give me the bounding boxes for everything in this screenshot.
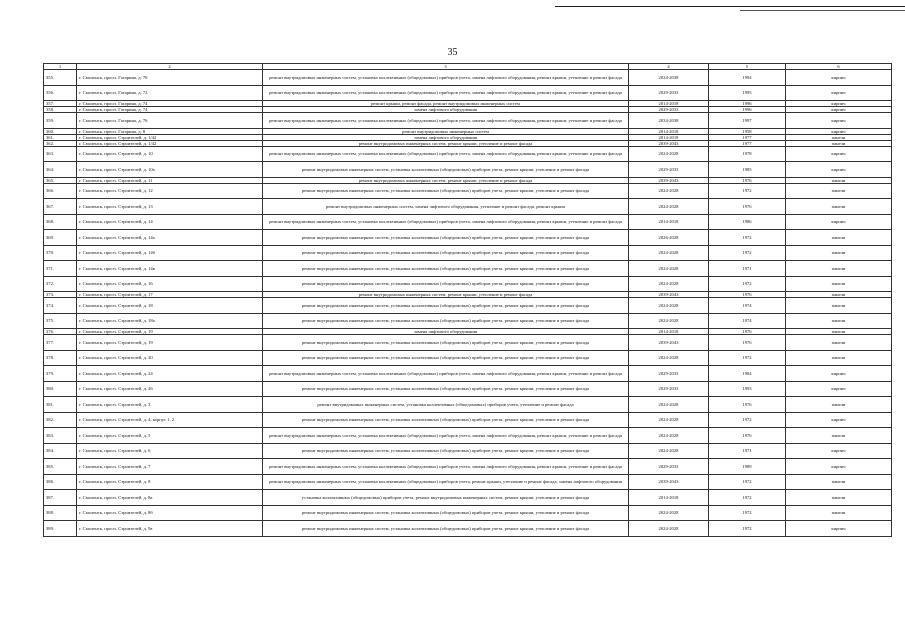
- period-cell: 2024-2028: [629, 276, 709, 292]
- wall-material-cell: кирпич: [786, 214, 892, 230]
- wall-material-cell: панели: [786, 428, 892, 444]
- row-number: 361.: [44, 134, 77, 140]
- address-cell: г. Смоленск, просп. Строителей, д. 18а: [77, 313, 263, 329]
- address-cell: г. Смоленск, просп. Строителей, д. 13: [77, 199, 263, 215]
- period-cell: 2024-2028: [629, 412, 709, 428]
- column-number: 2: [77, 64, 263, 70]
- row-number: 388.: [44, 505, 77, 521]
- row-number: 366.: [44, 183, 77, 199]
- works-cell: ремонт внутридомовых инженерных систем, установка коллективных (общедомовых) приборов учета, ремонт крыши, утепление и ремонт фасада: [263, 298, 629, 314]
- works-cell: ремонт внутридомовых инженерных систем, установка коллективных (общедомовых) приборов учета, ремонт крыши, утепление и ремонт фасада: [263, 521, 629, 537]
- row-number: 374.: [44, 298, 77, 314]
- year-cell: 1984: [709, 366, 786, 382]
- row-number: 378.: [44, 350, 77, 366]
- address-cell: г. Смоленск, просп. Строителей, д. 26: [77, 381, 263, 397]
- year-cell: 1972: [709, 505, 786, 521]
- wall-material-cell: кирпич: [786, 412, 892, 428]
- works-cell: ремонт внутридомовых инженерных систем, установка коллективных (общедомовых) приборов учета, ремонт крыши, утепление и ремонт фасада: [263, 245, 629, 261]
- year-cell: 1989: [709, 459, 786, 475]
- wall-material-cell: панели: [786, 183, 892, 199]
- works-cell: ремонт внутридомовых инженерных систем, установка коллективных (общедомовых) приборов учета, замена лифтового оборудования, ремонт крыши, утепление и ремонт фасада: [263, 70, 629, 86]
- table-row: [44, 276, 892, 292]
- period-cell: 2029-2033: [629, 85, 709, 101]
- works-cell: ремонт внутридомовых инженерных систем, установка коллективных (общедомовых) приборов учета, ремонт крыши, утепление и ремонт фасада: [263, 443, 629, 459]
- column-number: 4: [629, 64, 709, 70]
- year-cell: 1971: [709, 261, 786, 277]
- row-number: 371.: [44, 261, 77, 277]
- address-cell: г. Смоленск, просп. Гагарина, д. 76: [77, 113, 263, 129]
- row-number: 368.: [44, 214, 77, 230]
- table-row: [44, 397, 892, 413]
- address-cell: г. Смоленск, просп. Строителей, д. 14а: [77, 230, 263, 246]
- address-cell: г. Смоленск, просп. Строителей, д. 6: [77, 443, 263, 459]
- period-cell: 2024-2028: [629, 313, 709, 329]
- year-cell: 1972: [709, 183, 786, 199]
- table-row: [44, 113, 892, 129]
- table-row: [44, 230, 892, 246]
- address-cell: г. Смоленск, просп. Строителей, д. 17: [77, 292, 263, 298]
- year-cell: 1976: [709, 397, 786, 413]
- period-cell: 2014-2018: [629, 214, 709, 230]
- period-cell: 2034-2038: [629, 70, 709, 86]
- year-cell: 1985: [709, 162, 786, 178]
- table-row: [44, 505, 892, 521]
- period-cell: 2029-2033: [629, 107, 709, 113]
- column-number: 3: [263, 64, 629, 70]
- period-cell: 2029-2033: [629, 459, 709, 475]
- column-number: 6: [786, 64, 892, 70]
- year-cell: 1972: [709, 245, 786, 261]
- works-cell: ремонт внутридомовых инженерных систем, установка коллективных (общедомовых) приборов учета, ремонт крыши, утепление и ремонт фасада: [263, 335, 629, 351]
- period-cell: 2014-2018: [629, 134, 709, 140]
- header-rule: [555, 6, 905, 7]
- table-row: [44, 298, 892, 314]
- works-cell: ремонт внутридомовых инженерных систем, установка коллективных (общедомовых) приборов учета, ремонт крыши, утепление и ремонт фасада: [263, 276, 629, 292]
- year-cell: 1976: [709, 428, 786, 444]
- table-row: [44, 261, 892, 277]
- address-cell: г. Смоленск, просп. Строителей, д. 24: [77, 366, 263, 382]
- address-cell: г. Смоленск, просп. Строителей, д. 19: [77, 329, 263, 335]
- row-number: 389.: [44, 521, 77, 537]
- period-cell: 2039-2043: [629, 140, 709, 146]
- period-cell: 2029-2033: [629, 366, 709, 382]
- works-cell: ремонт внутридомовых инженерных систем, установка коллективных (общедомовых) приборов учета, ремонт крыши, утепление и ремонт фасада: [263, 381, 629, 397]
- works-cell: замена лифтового оборудования: [263, 107, 629, 113]
- address-cell: г. Смоленск, просп. Строителей, д. 3: [77, 397, 263, 413]
- period-cell: 2024-2028: [629, 199, 709, 215]
- register-table: [43, 63, 892, 537]
- row-number: 379.: [44, 366, 77, 382]
- table-row: [44, 245, 892, 261]
- row-number: 373.: [44, 292, 77, 298]
- row-number: 376.: [44, 329, 77, 335]
- address-cell: г. Смоленск, просп. Строителей, д. 11: [77, 177, 263, 183]
- row-number: 363.: [44, 146, 77, 162]
- row-number: 369.: [44, 230, 77, 246]
- year-cell: 1976: [709, 292, 786, 298]
- row-number: 385.: [44, 459, 77, 475]
- wall-material-cell: кирпич: [786, 459, 892, 475]
- address-cell: г. Смоленск, просп. Строителей, д. 8: [77, 474, 263, 490]
- works-cell: ремонт внутридомовых инженерных систем, установка коллективных (общедомовых) приборов учета, замена лифтового оборудования, ремонт крыши, утепление и ремонт фасада: [263, 366, 629, 382]
- address-cell: г. Смоленск, просп. Строителей, д. 18: [77, 298, 263, 314]
- column-number: 1: [44, 64, 77, 70]
- year-cell: 1996: [709, 107, 786, 113]
- year-cell: 1972: [709, 412, 786, 428]
- wall-material-cell: панели: [786, 261, 892, 277]
- works-cell: ремонт внутридомовых инженерных систем, установка коллективных (общедомовых) приборов учета, ремонт крыши, утепление и ремонт фасада, замена лифтового оборудования: [263, 474, 629, 490]
- works-cell: ремонт внутридомовых инженерных систем, ремонт крыши, утепление и ремонт фасада: [263, 292, 629, 298]
- period-cell: 2014-2018: [629, 329, 709, 335]
- address-cell: г. Смоленск, просп. Строителей, д. 14б: [77, 245, 263, 261]
- wall-material-cell: кирпич: [786, 366, 892, 382]
- address-cell: г. Смоленск, просп. Гагарина, д. 74: [77, 101, 263, 107]
- works-cell: ремонт внутридомовых инженерных систем, установка коллективных (общедомовых) приборов учета, ремонт крыши, утепление и ремонт фасада: [263, 261, 629, 277]
- row-number: 383.: [44, 428, 77, 444]
- period-cell: 2014-2018: [629, 101, 709, 107]
- row-number: 356.: [44, 85, 77, 101]
- works-cell: ремонт внутридомовых инженерных систем, ремонт крыши, утепление и ремонт фасада: [263, 177, 629, 183]
- period-cell: 2014-2018: [629, 490, 709, 506]
- works-cell: ремонт внутридомовых инженерных систем: [263, 128, 629, 134]
- table-row: [44, 146, 892, 162]
- address-cell: г. Смоленск, просп. Строителей, д. 7: [77, 459, 263, 475]
- year-cell: 1972: [709, 350, 786, 366]
- period-cell: 2034-2038: [629, 113, 709, 129]
- address-cell: г. Смоленск, просп. Строителей, д. 5: [77, 428, 263, 444]
- address-cell: г. Смоленск, просп. Строителей, д. 12: [77, 183, 263, 199]
- works-cell: ремонт внутридомовых инженерных систем, установка коллективных (общедомовых) приборов учета, замена лифтового оборудования, ремонт крыши, утепление и ремонт фасада: [263, 214, 629, 230]
- wall-material-cell: кирпич: [786, 146, 892, 162]
- wall-material-cell: панели: [786, 474, 892, 490]
- period-cell: 2024-2028: [629, 350, 709, 366]
- wall-material-cell: панели: [786, 490, 892, 506]
- row-number: 365.: [44, 177, 77, 183]
- row-number: 357.: [44, 101, 77, 107]
- row-number: 380.: [44, 381, 77, 397]
- address-cell: г. Смоленск, просп. Строителей, д. 10а: [77, 162, 263, 178]
- year-cell: 1972: [709, 230, 786, 246]
- header-rule-secondary: [740, 10, 905, 11]
- table-row: [44, 443, 892, 459]
- wall-material-cell: кирпич: [786, 381, 892, 397]
- wall-material-cell: кирпич: [786, 162, 892, 178]
- address-cell: г. Смоленск, просп. Строителей, д. 8б: [77, 505, 263, 521]
- address-cell: г. Смоленск, просп. Строителей, д. 8а: [77, 490, 263, 506]
- works-cell: ремонт внутридомовых инженерных систем, установка коллективных (общедомовых) приборов учета, замена лифтового оборудования, ремонт крыши, утепление и ремонт фасада: [263, 459, 629, 475]
- period-cell: 2014-2018: [629, 128, 709, 134]
- works-cell: ремонт внутридомовых инженерных систем, установка коллективных (общедомовых) приборов учета, ремонт крыши, утепление и ремонт фасада: [263, 183, 629, 199]
- year-cell: 1974: [709, 313, 786, 329]
- period-cell: 2029-2033: [629, 381, 709, 397]
- table-row: [44, 459, 892, 475]
- address-cell: г. Смоленск, просп. Строителей, д. 19: [77, 335, 263, 351]
- row-number: 375.: [44, 313, 77, 329]
- year-cell: 1972: [709, 474, 786, 490]
- wall-material-cell: панели: [786, 329, 892, 335]
- row-number: 355.: [44, 70, 77, 86]
- year-cell: 1994: [709, 70, 786, 86]
- works-cell: ремонт внутридомовых инженерных систем, установка коллективных (общедомовых) приборов учета, ремонт крыши, утепление и ремонт фасада: [263, 350, 629, 366]
- wall-material-cell: панели: [786, 276, 892, 292]
- wall-material-cell: кирпич: [786, 70, 892, 86]
- wall-material-cell: панели: [786, 505, 892, 521]
- year-cell: 1974: [709, 298, 786, 314]
- address-cell: г. Смоленск, просп. Строителей, д. 20: [77, 350, 263, 366]
- year-cell: 1978: [709, 146, 786, 162]
- row-number: 358.: [44, 107, 77, 113]
- year-cell: 1995: [709, 85, 786, 101]
- year-cell: 1972: [709, 521, 786, 537]
- wall-material-cell: кирпич: [786, 85, 892, 101]
- wall-material-cell: кирпич: [786, 113, 892, 129]
- wall-material-cell: панели: [786, 298, 892, 314]
- address-cell: г. Смоленск, просп. Строителей, д. 1/42: [77, 134, 263, 140]
- table-row: [44, 214, 892, 230]
- address-cell: г. Смоленск, просп. Гагарина, д. 70: [77, 70, 263, 86]
- row-number: 359.: [44, 113, 77, 129]
- row-number: 384.: [44, 443, 77, 459]
- address-cell: г. Смоленск, просп. Строителей, д. 16: [77, 276, 263, 292]
- address-cell: г. Смоленск, просп. Гагарина, д. 8: [77, 128, 263, 134]
- wall-material-cell: панели: [786, 313, 892, 329]
- works-cell: ремонт внутридомовых инженерных систем, установка коллективных (общедомовых) приборов учета, утепление и ремонт фасада: [263, 397, 629, 413]
- period-cell: 2039-2043: [629, 177, 709, 183]
- table-row: [44, 381, 892, 397]
- row-number: 370.: [44, 245, 77, 261]
- works-cell: ремонт крыши, ремонт фасада, ремонт внутридомовых инженерных систем: [263, 101, 629, 107]
- year-cell: 1976: [709, 335, 786, 351]
- year-cell: 1977: [709, 134, 786, 140]
- wall-material-cell: кирпич: [786, 107, 892, 113]
- year-cell: 1972: [709, 490, 786, 506]
- year-cell: 1986: [709, 214, 786, 230]
- row-number: 381.: [44, 397, 77, 413]
- works-cell: замена лифтового оборудования: [263, 329, 629, 335]
- year-cell: 1972: [709, 276, 786, 292]
- row-number: 362.: [44, 140, 77, 146]
- address-cell: г. Смоленск, просп. Строителей, д. 14: [77, 214, 263, 230]
- wall-material-cell: панели: [786, 177, 892, 183]
- wall-material-cell: кирпич: [786, 521, 892, 537]
- works-cell: ремонт внутридомовых инженерных систем, установка коллективных (общедомовых) приборов учета, замена лифтового оборудования, ремонт крыши, утепление и ремонт фасада: [263, 113, 629, 129]
- table-row: [44, 313, 892, 329]
- page-number: 35: [447, 47, 458, 58]
- wall-material-cell: панели: [786, 292, 892, 298]
- wall-material-cell: панели: [786, 245, 892, 261]
- works-cell: ремонт внутридомовых инженерных систем, установка коллективных (общедомовых) приборов учета, ремонт крыши, утепление и ремонт фасада: [263, 230, 629, 246]
- works-cell: ремонт внутридомовых инженерных систем, ремонт крыши, утепление и ремонт фасада: [263, 140, 629, 146]
- table-row: [44, 521, 892, 537]
- wall-material-cell: панели: [786, 397, 892, 413]
- row-number: 377.: [44, 335, 77, 351]
- row-number: 386.: [44, 474, 77, 490]
- wall-material-cell: кирпич: [786, 128, 892, 134]
- row-number: 387.: [44, 490, 77, 506]
- works-cell: установка коллективных (общедомовых) приборов учета, ремонт внутридомовых инженерных систем, ремонт крыши, утепление и ремонт фасада: [263, 490, 629, 506]
- period-cell: 2024-2028: [629, 298, 709, 314]
- table-row: [44, 85, 892, 101]
- period-cell: 2024-2028: [629, 183, 709, 199]
- period-cell: 2039-2043: [629, 335, 709, 351]
- period-cell: 2024-2028: [629, 521, 709, 537]
- year-cell: 1976: [709, 199, 786, 215]
- table-row: [44, 199, 892, 215]
- table-row: [44, 490, 892, 506]
- period-cell: 2024-2028: [629, 397, 709, 413]
- column-number: 5: [709, 64, 786, 70]
- period-cell: 2024-2028: [629, 245, 709, 261]
- table-row: [44, 412, 892, 428]
- row-number: 372.: [44, 276, 77, 292]
- address-cell: г. Смоленск, просп. Гагарина, д. 72: [77, 85, 263, 101]
- works-cell: ремонт внутридомовых инженерных систем, установка коллективных (общедомовых) приборов учета, ремонт крыши, утепление и ремонт фасада: [263, 505, 629, 521]
- address-cell: г. Смоленск, просп. Строителей, д. 4, корпус 1, 2: [77, 412, 263, 428]
- table-row: [44, 428, 892, 444]
- works-cell: ремонт внутридомовых инженерных систем, установка коллективных (общедомовых) приборов учета, замена лифтового оборудования, ремонт крыши, утепление и ремонт фасада: [263, 85, 629, 101]
- wall-material-cell: панели: [786, 230, 892, 246]
- row-number: 382.: [44, 412, 77, 428]
- address-cell: г. Смоленск, просп. Строителей, д. 10: [77, 146, 263, 162]
- period-cell: 2039-2043: [629, 474, 709, 490]
- year-cell: 1977: [709, 140, 786, 146]
- table-row: [44, 335, 892, 351]
- wall-material-cell: панели: [786, 140, 892, 146]
- period-cell: 2026-2028: [629, 230, 709, 246]
- year-cell: 1976: [709, 329, 786, 335]
- works-cell: ремонт внутридомовых инженерных систем, установка коллективных (общедомовых) приборов учета, замена лифтового оборудования, ремонт крыши, утепление и ремонт фасада: [263, 428, 629, 444]
- year-cell: 1976: [709, 177, 786, 183]
- works-cell: ремонт внутридомовых инженерных систем, установка коллективных (общедомовых) приборов учета, ремонт крыши, утепление и ремонт фасада: [263, 412, 629, 428]
- year-cell: 1971: [709, 443, 786, 459]
- address-cell: г. Смоленск, просп. Строителей, д. 1/42: [77, 140, 263, 146]
- works-cell: замена лифтового оборудования: [263, 134, 629, 140]
- register-table-body: [44, 64, 892, 537]
- period-cell: 2024-2028: [629, 428, 709, 444]
- period-cell: 2039-2043: [629, 292, 709, 298]
- period-cell: 2024-2028: [629, 261, 709, 277]
- table-row: [44, 70, 892, 86]
- row-number: 364.: [44, 162, 77, 178]
- period-cell: 2024-2028: [629, 443, 709, 459]
- works-cell: ремонт внутридомовых инженерных систем, замена лифтового оборудования, утепление и ремонт фасада, ремонт крыши: [263, 199, 629, 215]
- works-cell: ремонт внутридомовых инженерных систем, установка коллективных (общедомовых) приборов учета, ремонт крыши, утепление и ремонт фасада: [263, 162, 629, 178]
- year-cell: 1997: [709, 113, 786, 129]
- wall-material-cell: кирпич: [786, 101, 892, 107]
- year-cell: 1996: [709, 101, 786, 107]
- table-row: [44, 474, 892, 490]
- row-number: 367.: [44, 199, 77, 215]
- address-cell: г. Смоленск, просп. Строителей, д. 9а: [77, 521, 263, 537]
- table-row: [44, 183, 892, 199]
- table-row: [44, 162, 892, 178]
- period-cell: 2024-2028: [629, 146, 709, 162]
- wall-material-cell: кирпич: [786, 443, 892, 459]
- wall-material-cell: панели: [786, 350, 892, 366]
- wall-material-cell: панели: [786, 134, 892, 140]
- year-cell: 1993: [709, 381, 786, 397]
- works-cell: ремонт внутридомовых инженерных систем, установка коллективных (общедомовых) приборов учета, замена лифтового оборудования, ремонт крыши, утепление и ремонт фасада: [263, 146, 629, 162]
- address-cell: г. Смоленск, просп. Строителей, д. 14в: [77, 261, 263, 277]
- wall-material-cell: панели: [786, 335, 892, 351]
- address-cell: г. Смоленск, просп. Гагарина, д. 74: [77, 107, 263, 113]
- wall-material-cell: панели: [786, 199, 892, 215]
- period-cell: 2024-2028: [629, 505, 709, 521]
- table-row: [44, 350, 892, 366]
- period-cell: 2029-2033: [629, 162, 709, 178]
- row-number: 360.: [44, 128, 77, 134]
- year-cell: 1958: [709, 128, 786, 134]
- works-cell: ремонт внутридомовых инженерных систем, установка коллективных (общедомовых) приборов учета, ремонт крыши, утепление и ремонт фасада: [263, 313, 629, 329]
- table-row: [44, 366, 892, 382]
